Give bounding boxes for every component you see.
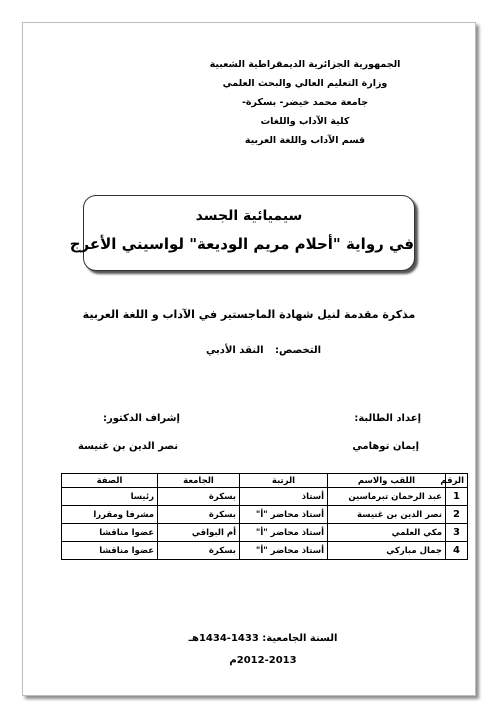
thesis-title: سيميائية الجسد — [195, 208, 303, 224]
table-row — [62, 542, 468, 560]
specialty-line — [206, 345, 321, 356]
supervisor-label: إشراف الدكتور: — [103, 413, 180, 424]
member-university: بسكرة — [158, 506, 240, 524]
department-line: قسم الآداب واللغة العربية — [244, 135, 366, 146]
jury-table — [61, 473, 468, 560]
member-rank: أستاذ — [240, 488, 328, 506]
member-university: بسكرة — [158, 542, 240, 560]
specialty-value: النقد الأدبي — [205, 345, 264, 356]
header-role: الصفة — [62, 474, 158, 488]
row-number: 4 — [446, 542, 468, 560]
republic-line: الجمهورية الجزائرية الديمقراطية الشعبية — [209, 59, 401, 70]
student-name: إيمان توهامي — [352, 441, 419, 452]
header-name: اللقب والاسم — [328, 474, 446, 488]
university-line: جامعة محمد خيضر- بسكرة- — [241, 97, 369, 108]
row-number: 3 — [446, 524, 468, 542]
supervisor-name: نصر الدين بن غنيسة — [78, 441, 178, 452]
member-rank: أستاذ محاضر "أ" — [240, 542, 328, 560]
member-university: بسكرة — [158, 488, 240, 506]
table-row — [62, 524, 468, 542]
table-row — [62, 488, 468, 506]
member-role: مشرفا ومقررا — [62, 506, 158, 524]
header-rank: الرتبة — [240, 474, 328, 488]
academic-year-gregorian: 2012-2013م — [229, 655, 297, 666]
document-page — [22, 22, 476, 696]
row-number: 1 — [446, 488, 468, 506]
member-university: أم البواقي — [158, 524, 240, 542]
academic-year-hijri: السنة الجامعية: 1433-1434هـ — [188, 633, 338, 644]
thesis-subtitle: في رواية "أحلام مريم الوديعة" لواسيني الأعرج — [69, 235, 414, 253]
faculty-line: كلية الآداب واللغات — [260, 116, 350, 127]
member-rank: أستاذ محاضر "أ" — [240, 524, 328, 542]
member-name: جمال مباركي — [328, 542, 446, 560]
memo-description: مذكرة مقدمة لنيل شهادة الماجستير في الآداب و اللغة العربية — [82, 308, 416, 321]
member-role: عضوا مناقشا — [62, 524, 158, 542]
thesis-title-box — [69, 195, 415, 271]
member-role: رئيسا — [62, 488, 158, 506]
member-name: عبد الرحمان تبرماسين — [328, 488, 446, 506]
jury-table-header-row — [62, 474, 468, 488]
member-rank: أستاذ محاضر "أ" — [240, 506, 328, 524]
institution-header — [175, 55, 435, 150]
specialty-label: التخصص: — [275, 345, 321, 356]
header-number: الرقم — [446, 474, 468, 488]
member-name: نصر الدين بن غنيسة — [328, 506, 446, 524]
row-number: 2 — [446, 506, 468, 524]
member-name: مكي العلمي — [328, 524, 446, 542]
ministry-line: وزارة التعليم العالي والبحث العلمي — [222, 78, 388, 89]
table-row — [62, 506, 468, 524]
member-role: عضوا مناقشا — [62, 542, 158, 560]
student-label: إعداد الطالبة: — [354, 413, 421, 424]
header-university: الجامعة — [158, 474, 240, 488]
